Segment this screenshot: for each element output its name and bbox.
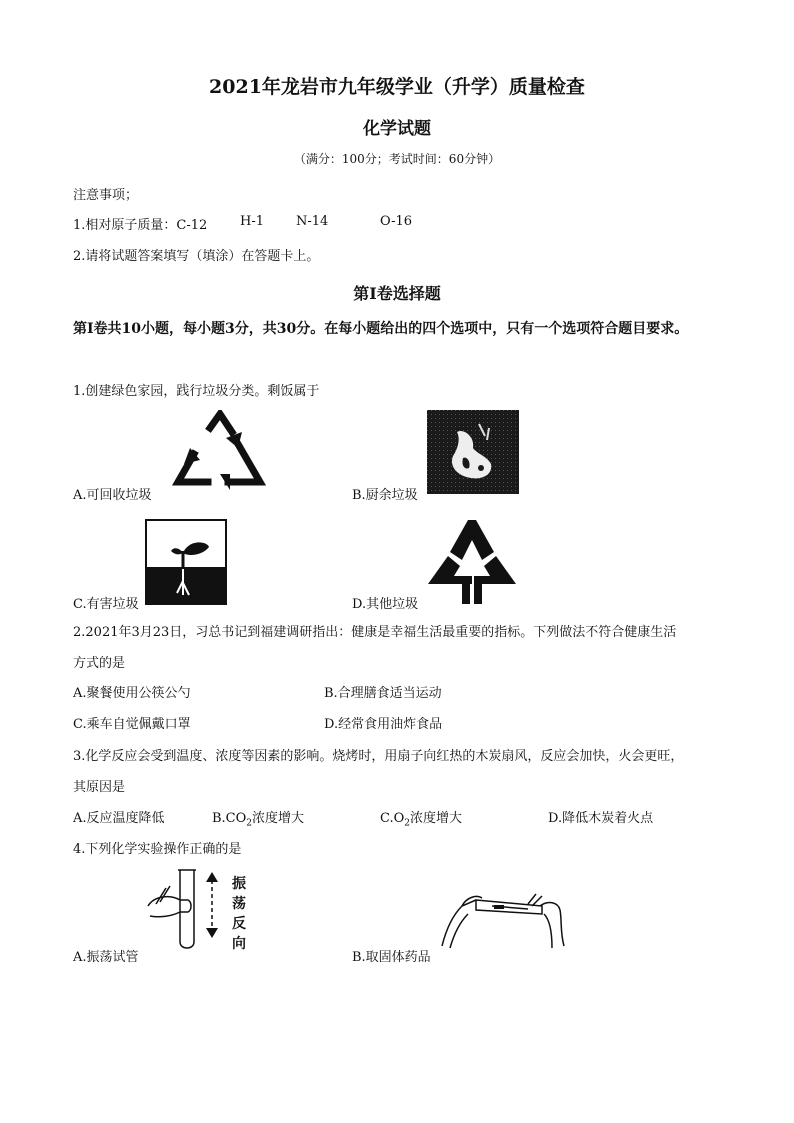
q3-stem-line1: 3.化学反应会受到温度、浓度等因素的影响。烧烤时，用扇子向红热的木炭扇风，反应会加快，火会更旺， (73, 749, 684, 764)
q1-option-a: A.可回收垃圾 (73, 488, 152, 503)
q1-option-c: C.有害垃圾 (73, 597, 139, 612)
q4-stem: 4.下列化学实验操作正确的是 (73, 842, 242, 857)
notes-item1: 1.相对原子质量：C-12 (73, 218, 208, 233)
section-instructions: 第Ⅰ卷共10小题，每小题3分，共30分。在每小题给出的四个选项中，只有一个选项符合题目要求。 (73, 321, 689, 337)
q2-option-c: C.乘车自觉佩戴口罩 (73, 717, 191, 732)
q4-option-a: A.振荡试管 (73, 950, 139, 965)
recycle-icon (168, 410, 272, 494)
atomic-mass-n: N-14 (296, 214, 329, 229)
q3-option-c: $C.O_2$浓度增大 (380, 811, 463, 829)
page-subtitle: 化学试题 (363, 119, 431, 139)
q1-option-d: D.其他垃圾 (352, 597, 419, 612)
q1-option-b: B.厨余垃圾 (352, 488, 418, 503)
q4-option-b: B.取固体药品 (352, 950, 431, 965)
q2-stem-line1: 2.2021年3月23日，习总书记到福建调研指出：健康是幸福生活最重要的指标。下列做法不符合健康生活 (73, 625, 677, 640)
shake-label-char: 振 (232, 876, 246, 892)
shake-label-char: 向 (232, 936, 246, 952)
q3-option-b: $B.CO_2$浓度增大 (212, 811, 305, 829)
shake-label-char: 反 (232, 916, 246, 932)
q3-option-a: A.反应温度降低 (73, 811, 165, 826)
q3-stem-line2: 其原因是 (73, 780, 126, 795)
other-waste-icon (424, 512, 520, 608)
q3-option-d: D.降低木炭着火点 (548, 811, 654, 826)
q2-stem-line2: 方式的是 (73, 656, 126, 671)
q1-stem: 1.创建绿色家园，践行垃圾分类。剩饭属于 (73, 384, 320, 399)
q2-option-a: A.聚餐使用公筷公勺 (73, 686, 191, 701)
page-title: 2021年龙岩市九年级学业（升学）质量检查 (209, 76, 585, 98)
take-solid-reagent-illustration (432, 876, 574, 952)
section-title: 第Ⅰ卷选择题 (353, 284, 441, 303)
kitchen-waste-icon (427, 410, 519, 494)
shake-label-char: 荡 (232, 896, 246, 912)
q2-option-b: B.合理膳食适当运动 (324, 686, 442, 701)
q2-option-d: D.经常食用油炸食品 (324, 717, 443, 732)
exam-meta: （满分：100分；考试时间：60分钟） (293, 152, 501, 166)
atomic-mass-h: H-1 (240, 214, 265, 229)
atomic-mass-o: O-16 (380, 214, 413, 229)
notes-item2: 2.请将试题答案填写（填涂）在答题卡上。 (73, 249, 320, 264)
shake-test-tube-illustration (140, 866, 270, 958)
hazardous-waste-icon (145, 519, 227, 605)
notes-heading: 注意事项； (73, 188, 139, 203)
